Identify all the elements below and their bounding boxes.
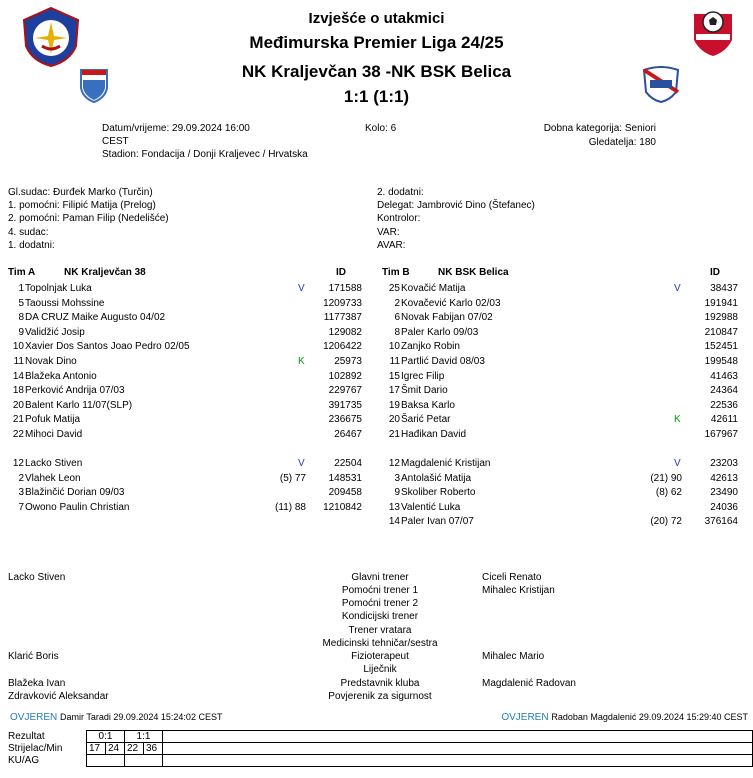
player-id: 42613: [710, 472, 738, 484]
match-stadium: Stadion: Fondacija / Donji Kraljevec / Hrvatska: [102, 149, 308, 160]
empty-cell: [163, 743, 753, 755]
player-name: Lacko Stiven: [25, 458, 83, 469]
verified-by-home: Damir Taradi 29.09.2024 15:24:02 CEST: [60, 712, 223, 722]
score-cell: 0:1: [87, 731, 125, 743]
player-role-mark: K: [674, 414, 681, 426]
player-number: 15: [388, 370, 400, 382]
card-row-label: KU/AG: [8, 755, 40, 766]
match-timezone: CEST: [102, 136, 129, 147]
scorer-cell: 17: [87, 743, 106, 755]
player-name: Kovačević Karlo 02/03: [401, 297, 501, 309]
player-name: Hađikan David: [401, 429, 467, 440]
player-name: Skoliber Roberto: [401, 487, 476, 499]
player-id: 229767: [328, 385, 362, 397]
player-id: 24036: [710, 501, 738, 513]
player-substitution: (5) 77: [279, 472, 306, 484]
official-fourth: 4. sudac:: [8, 227, 49, 238]
staff-role: Pomoćni trener 2: [341, 598, 419, 609]
player-name: Kovačić Matija: [401, 283, 466, 294]
player-name: Partlić David 08/03: [401, 356, 485, 367]
official-assistant-2: 2. pomoćni: Paman Filip (Nedelišće): [8, 213, 169, 224]
result-row-label: Rezultat: [8, 731, 45, 742]
away-team-name: NK BSK Belica: [391, 62, 512, 81]
player-name: Paler Karlo 09/03: [401, 326, 479, 338]
scorer-cell: 22: [125, 743, 144, 755]
team-a-name: NK Kraljevčan 38: [64, 267, 146, 278]
player-substitution: (8) 62: [655, 487, 682, 499]
scorer-row-label: Strijelac/Min: [8, 743, 63, 754]
staff-role: Trener vratara: [348, 625, 412, 636]
player-id: 1206422: [323, 341, 362, 353]
player-name: Owono Paulin Christian: [25, 501, 130, 513]
player-number: 3: [18, 487, 24, 499]
staff-role: Povjerenik za sigurnost: [328, 691, 432, 702]
player-name: Topolnjak Luka: [25, 283, 92, 294]
player-name: Validžić Josip: [25, 326, 85, 338]
official-referee: Gl.sudac: Đurđek Marko (Turčin): [8, 187, 153, 198]
empty-cell: [87, 755, 125, 767]
player-number: 21: [12, 414, 24, 426]
verification-away: [501, 712, 748, 723]
player-name: Šmit Dario: [401, 385, 448, 397]
player-name: DA CRUZ Maike Augusto 04/02: [25, 312, 166, 324]
player-id: 22536: [710, 399, 738, 411]
player-id: 1177387: [323, 312, 362, 324]
official-additional-1: 1. dodatni:: [8, 240, 55, 251]
official-controller: Kontrolor:: [377, 213, 421, 224]
player-role-mark: K: [298, 356, 305, 367]
player-name: Vlahek Leon: [25, 472, 81, 484]
team-b-name: NK BSK Belica: [438, 267, 509, 278]
player-id: 23203: [710, 458, 738, 469]
player-number: 12: [12, 458, 24, 469]
player-substitution: (21) 90: [650, 472, 682, 484]
player-id: 1210842: [323, 501, 362, 513]
player-number: 12: [388, 458, 400, 469]
player-number: 5: [18, 297, 24, 309]
player-id: 23490: [710, 487, 738, 499]
player-number: 10: [12, 341, 24, 353]
official-additional-2: 2. dodatni:: [377, 187, 424, 198]
home-team-name: NK Kraljevčan 38: [241, 62, 381, 81]
spectators: Gledatelja: 180: [588, 137, 656, 148]
empty-cell: [125, 755, 163, 767]
official-var: VAR:: [377, 227, 400, 238]
staff-role: Liječnik: [363, 664, 397, 675]
player-number: 14: [12, 370, 24, 382]
staff-home: Blažeka Ivan: [8, 678, 66, 689]
player-name: Zanjko Robin: [401, 341, 460, 353]
official-assistant-1: 1. pomoćni: Filipić Matija (Prelog): [8, 200, 156, 211]
player-substitution: (11) 88: [275, 501, 306, 513]
verified-status-away: OVJEREN: [501, 712, 549, 723]
player-id: 236675: [328, 414, 362, 426]
staff-away: Magdalenić Radovan: [482, 678, 576, 689]
staff-role: Predstavnik kluba: [340, 678, 420, 689]
match-teams: [0, 62, 753, 82]
staff-away: Mihalec Mario: [482, 651, 545, 662]
player-id: 26467: [334, 429, 362, 440]
final-score: 1:1 (1:1): [343, 87, 410, 106]
player-number: 20: [388, 414, 400, 426]
player-id: 102892: [328, 370, 362, 382]
result-table: [8, 730, 753, 767]
player-name: Valentić Luka: [401, 501, 461, 513]
player-name: Blažeka Antonio: [25, 370, 97, 382]
staff-home: Lacko Stiven: [8, 572, 66, 583]
player-number: 8: [394, 326, 400, 338]
player-number: 21: [388, 429, 400, 440]
player-id: 167967: [704, 429, 738, 440]
player-name: Novak Fabijan 07/02: [401, 312, 493, 324]
scorer-cell: 24: [106, 743, 125, 755]
team-b-label: Tim B: [382, 267, 410, 278]
player-id: 22504: [334, 458, 362, 469]
player-number: 2: [394, 297, 400, 309]
player-number: 2: [18, 472, 24, 484]
player-id: 41463: [710, 370, 738, 382]
player-number: 11: [389, 356, 400, 367]
staff-role: Fizioterapeut: [351, 651, 409, 662]
player-role-mark: V: [674, 458, 681, 469]
result-row: [8, 731, 753, 743]
player-substitution: (20) 72: [650, 516, 682, 528]
player-id: 376164: [704, 516, 738, 528]
verified-by-away: Radoban Magdalenić 29.09.2024 15:29:40 CEST: [551, 712, 748, 722]
player-number: 25: [388, 283, 400, 294]
player-name: Perković Andrija 07/03: [25, 385, 125, 397]
team-separator: -: [385, 62, 392, 81]
staff-home: Zdravković Aleksandar: [8, 691, 109, 702]
player-number: 9: [394, 487, 400, 499]
player-id: 1209733: [323, 297, 362, 309]
player-number: 3: [394, 472, 400, 484]
player-id: 210847: [704, 326, 738, 338]
player-number: 10: [388, 341, 400, 353]
player-name: Balent Karlo 11/07(SLP): [25, 399, 133, 411]
player-number: 19: [388, 399, 400, 411]
player-name: Paler Ivan 07/07: [401, 516, 474, 528]
player-role-mark: V: [298, 458, 305, 469]
staff-role: Pomoćni trener 1: [341, 585, 419, 596]
player-id: 209458: [328, 487, 362, 499]
score-cell: 1:1: [125, 731, 163, 743]
player-name: Xavier Dos Santos Joao Pedro 02/05: [25, 341, 190, 353]
player-id: 152451: [704, 341, 738, 353]
player-name: Blažinčić Dorian 09/03: [25, 487, 125, 499]
team-b-id-header: ID: [710, 267, 720, 278]
player-name: Taoussi Mohssine: [25, 297, 105, 309]
player-number: 1: [18, 283, 24, 294]
player-number: 13: [388, 501, 400, 513]
player-id: 129082: [328, 326, 362, 338]
player-name: Novak Dino: [25, 356, 77, 367]
player-number: 18: [12, 385, 24, 397]
player-id: 38437: [710, 283, 738, 294]
staff-away: Mihalec Kristijan: [482, 585, 555, 596]
player-name: Pofuk Matija: [25, 414, 81, 426]
staff-home: Klarić Boris: [8, 651, 59, 662]
player-number: 6: [394, 312, 400, 324]
player-role-mark: V: [298, 283, 305, 294]
player-name: Igrec Filip: [401, 370, 445, 382]
verified-status-home: OVJEREN: [10, 712, 58, 723]
staff-role: Medicinski tehničar/sestra: [322, 638, 438, 649]
player-number: 7: [18, 501, 24, 513]
match-round: Kolo: 6: [365, 123, 397, 134]
team-a-label: Tim A: [8, 267, 36, 278]
player-id: 24364: [710, 385, 738, 397]
player-id: 191941: [704, 297, 738, 309]
player-number: 14: [388, 516, 400, 528]
player-name: Antolašić Matija: [401, 472, 472, 484]
player-id: 25973: [334, 356, 362, 367]
player-id: 42611: [710, 414, 738, 426]
age-category: Dobna kategorija: Seniori: [543, 123, 656, 134]
player-name: Magdalenić Kristijan: [401, 458, 491, 469]
player-number: 9: [18, 326, 24, 338]
player-id: 171588: [328, 283, 362, 294]
empty-cell: [163, 755, 753, 767]
player-id: 192988: [704, 312, 738, 324]
player-name: Baksa Karlo: [401, 399, 455, 411]
verification-home: [10, 712, 222, 723]
player-number: 11: [13, 356, 24, 367]
official-avar: AVAR:: [377, 240, 406, 251]
player-number: 17: [388, 385, 400, 397]
staff-away: Ciceli Renato: [482, 572, 542, 583]
match-datetime: Datum/vrijeme: 29.09.2024 16:00: [102, 123, 250, 134]
player-number: 22: [12, 429, 24, 440]
empty-cell: [163, 731, 753, 743]
report-title: Izvješće o utakmici: [308, 10, 445, 27]
league-name: Međimurska Premier Liga 24/25: [249, 33, 504, 52]
player-name: Šarić Petar: [401, 414, 451, 426]
player-id: 199548: [704, 356, 738, 367]
staff-role: Glavni trener: [351, 572, 409, 583]
scorer-row: [8, 743, 753, 755]
player-id: 391735: [328, 399, 362, 411]
official-delegate: Delegat: Jambrović Dino (Štefanec): [377, 200, 535, 211]
player-number: 8: [18, 312, 24, 324]
staff-role: Kondicijski trener: [341, 611, 419, 622]
team-a-id-header: ID: [336, 267, 346, 278]
player-name: Mihoci David: [25, 429, 83, 440]
scorer-cell: 36: [144, 743, 163, 755]
player-id: 148531: [328, 472, 362, 484]
player-number: 20: [12, 399, 24, 411]
card-row: [8, 755, 753, 767]
player-role-mark: V: [674, 283, 681, 294]
